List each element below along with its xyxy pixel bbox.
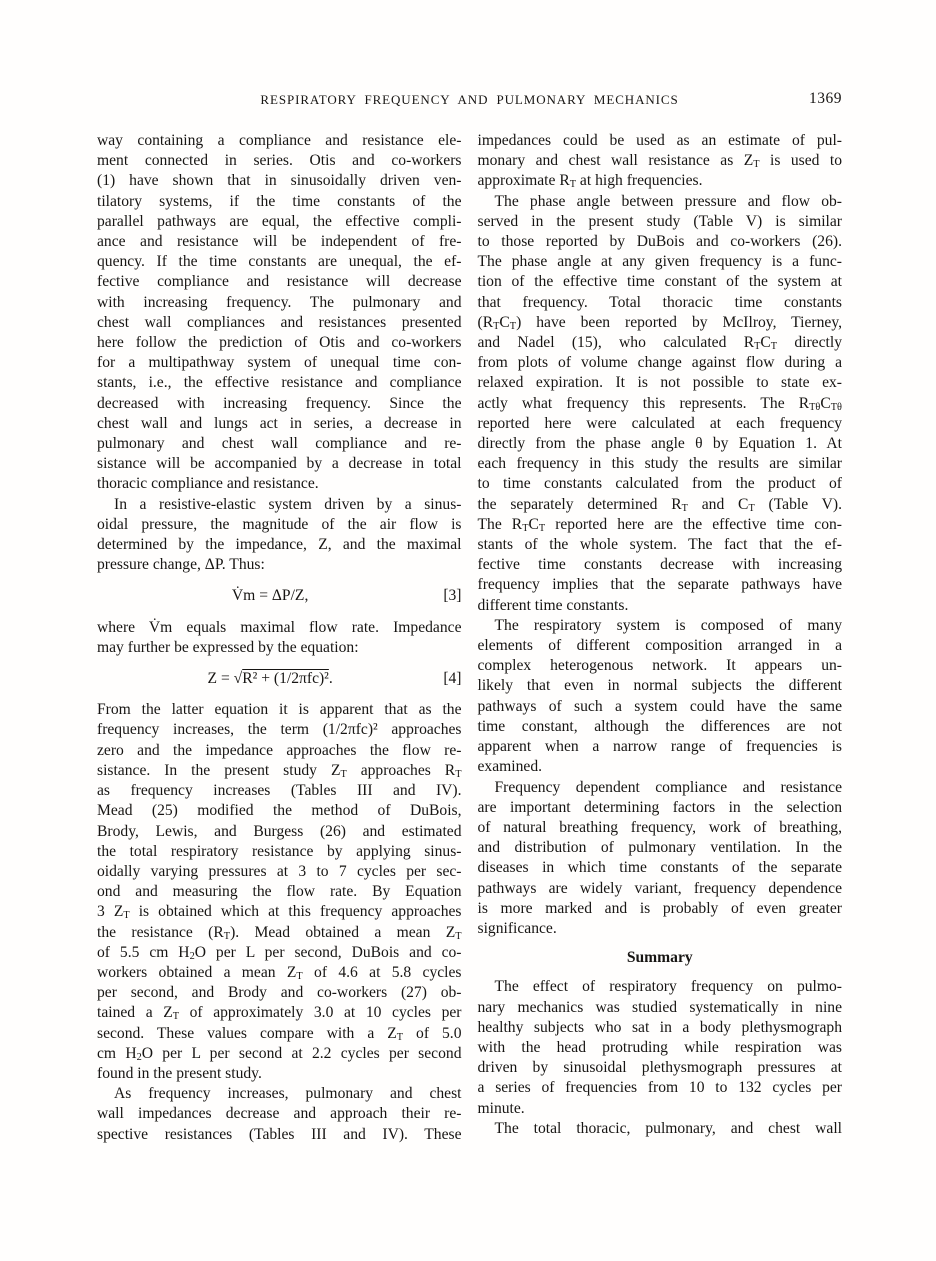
text-line: pathways of such a system could have the same xyxy=(477,697,842,715)
text-line: relaxed expiration. It is not possible to state ex- xyxy=(477,374,842,392)
text-line: pressure change, ΔP. Thus: xyxy=(97,556,265,574)
text-line: examined. xyxy=(477,758,543,776)
subscript: 2 xyxy=(136,1051,142,1063)
text-line: directly from the phase angle θ by Equation 1. At xyxy=(477,435,842,453)
text-line: where V̇m equals maximal flow rate. Impedance xyxy=(97,618,462,636)
paragraph xyxy=(478,778,843,940)
text-line: frequency implies that the separate pathways have xyxy=(477,576,842,594)
text-line: from plots of volume change against flow during a xyxy=(477,354,842,372)
text-line: thoracic compliance and resistance. xyxy=(97,475,319,493)
text-line: parallel pathways are equal, the effective compli- xyxy=(97,212,462,230)
paragraph xyxy=(478,616,843,778)
text-line: is more marked and is probably of even greater xyxy=(477,899,842,917)
subscript: T xyxy=(172,1011,180,1023)
subscript: Tθ xyxy=(830,401,842,413)
equation xyxy=(97,669,462,689)
right-column xyxy=(478,131,843,1145)
text-line: nary mechanics was studied systematically in nine xyxy=(477,998,842,1016)
overline-radicand: R² + (1/2πfc)² xyxy=(242,670,329,688)
text-line: The total thoracic, pulmonary, and chest wall xyxy=(494,1119,842,1137)
text-line: different time constants. xyxy=(477,596,629,614)
text-line: actly what frequency this represents. The $R_{T\theta}C_{T\theta}$ xyxy=(477,394,842,413)
text-line: From the latter equation it is apparent that as the xyxy=(97,701,462,719)
running-title: RESPIRATORY FREQUENCY AND PULMONARY MECHANICS xyxy=(260,92,679,107)
text-line: chest wall and lungs act in series, a decrease in xyxy=(97,414,462,432)
paragraph xyxy=(97,1084,462,1145)
text-line: oidal pressure, the magnitude of the air flow is xyxy=(97,515,462,533)
text-line: apparent when a narrow range of frequencies is xyxy=(477,738,842,756)
text-line: are important determining factors in the selection xyxy=(477,798,842,816)
paragraph xyxy=(478,192,843,616)
subscript: T xyxy=(538,522,546,534)
text-line: and distribution of pulmonary ventilation. In the xyxy=(477,839,842,857)
text-line: tilatory systems, if the time constants of the xyxy=(97,192,462,210)
text-line: elements of different composition arranged in a xyxy=(477,637,842,655)
equation-body: Z = √R² + (1/2πfc)². xyxy=(207,670,333,688)
subscript: T xyxy=(455,930,462,942)
text-line: cm $H_2O$ per L per second at 2.2 cycles per second xyxy=(97,1044,462,1063)
text-line: fective time constants decrease with increasing xyxy=(477,556,842,574)
text-line: oidally varying pressures at 3 to 7 cycles per sec- xyxy=(97,862,462,880)
subscript: T xyxy=(522,522,529,534)
text-line: served in the present study (Table V) is similar xyxy=(477,212,842,230)
subscript: T xyxy=(748,502,755,514)
text-line: may further be expressed by the equation: xyxy=(97,638,359,656)
text-line: frequency increases, the term (1/2πfc)² approaches xyxy=(97,721,462,739)
text-line: second. These values compare with a $Z_T$ of 5.0 xyxy=(97,1024,462,1043)
text-line: impedances could be used as an estimate of pul- xyxy=(477,132,842,149)
text-line: per second, and Brody and co-workers (27) ob- xyxy=(97,984,462,1002)
text-line: way containing a compliance and resistance ele- xyxy=(97,132,462,149)
text-line: the total respiratory resistance by applying sinus- xyxy=(97,842,462,860)
subscript: T xyxy=(753,159,760,171)
text-line: workers obtained a mean $Z_T$ of 4.6 at 5.8 cycles xyxy=(97,963,462,982)
text-line: stants, i.e., the effective resistance and compliance xyxy=(97,374,462,392)
text-line: 3 $Z_T$ is obtained which at this frequency approaches xyxy=(97,903,462,922)
subscript: T xyxy=(493,320,500,332)
text-line: here follow the prediction of Otis and co-workers xyxy=(97,334,462,352)
subscript: Tθ xyxy=(809,401,821,413)
subscript: T xyxy=(340,768,347,780)
running-header xyxy=(97,92,842,110)
text-line: diseases in which time constants of the separate xyxy=(477,859,842,877)
text-line: time constant, although the differences are not xyxy=(477,717,842,735)
equation xyxy=(97,586,462,606)
paragraph xyxy=(97,618,462,658)
paragraph xyxy=(97,495,462,576)
subscript: T xyxy=(455,768,462,780)
paragraph xyxy=(97,131,462,495)
text-line: pulmonary and chest wall compliance and re- xyxy=(97,435,462,453)
subscript: T xyxy=(509,320,517,332)
text-line: The phase angle at any given frequency is a func- xyxy=(477,253,842,271)
text-line: The $R_TC_T$ reported here are the effective time con- xyxy=(477,515,842,534)
text-line: the separately determined $R_T$ and $C_T$ (Table V). xyxy=(477,495,842,514)
subscript: T xyxy=(754,340,761,352)
text-line: Brody, Lewis, and Burgess (26) and estimated xyxy=(97,822,462,840)
text-line: In a resistive-elastic system driven by a sinus- xyxy=(114,495,462,513)
text-line: of natural breathing frequency, work of breathing, xyxy=(477,818,842,836)
paragraph xyxy=(478,131,843,192)
text-line: the resistance $(R_T)$. Mead obtained a mean $Z_T$ xyxy=(97,923,462,942)
text-line: minute. xyxy=(477,1099,525,1117)
subscript: T xyxy=(396,1031,404,1043)
subscript: 2 xyxy=(189,950,195,962)
equation-number: [3] xyxy=(443,587,462,605)
text-line: likely that even in normal subjects the different xyxy=(477,677,842,695)
subscript: T xyxy=(770,340,778,352)
subscript: T xyxy=(569,179,577,191)
text-line: The phase angle between pressure and flow ob- xyxy=(494,192,842,210)
text-line: pathways are widely variant, frequency dependence xyxy=(477,879,842,897)
text-line: As frequency increases, pulmonary and chest xyxy=(114,1085,462,1103)
text-line: $(R_TC_T)$ have been reported by McIlroy, Tierney, xyxy=(477,313,842,332)
text-line: to time constants calculated from the product of xyxy=(477,475,842,493)
text-line: and Nadel (15), who calculated $R_TC_T$ directly xyxy=(477,334,842,352)
text-line: quency. If the time constants are unequal, the ef- xyxy=(97,253,462,271)
text-line: monary and chest wall resistance as $Z_T$ is used to xyxy=(477,152,843,171)
text-line: approximate $R_T$ at high frequencies. xyxy=(477,172,703,191)
text-line: chest wall compliances and resistances presented xyxy=(97,313,462,331)
text-line: healthy subjects who sat in a body plethysmograph xyxy=(477,1018,842,1036)
paragraph xyxy=(478,1119,843,1139)
text-line: complex heterogenous network. It appears un- xyxy=(477,657,842,675)
text-line: sistance. In the present study $Z_T$ approaches $R_T$ xyxy=(97,761,462,780)
equation-number: [4] xyxy=(443,670,462,688)
text-line: Frequency dependent compliance and resistance xyxy=(494,778,842,796)
text-line: of 5.5 cm $H_2O$ per L per second, DuBois and co- xyxy=(97,943,462,962)
page-number: 1369 xyxy=(809,90,842,107)
text-line: sistance will be accompanied by a decrease in total xyxy=(97,455,462,473)
text-line: determined by the impedance, Z, and the maximal xyxy=(97,536,462,554)
text-line: stants of the whole system. The fact that the ef- xyxy=(477,536,842,554)
text-line: ance and resistance will be independent of fre- xyxy=(97,233,462,251)
text-line: driven by sinusoidal plethysmograph pressures at xyxy=(477,1059,842,1077)
paragraph xyxy=(97,700,462,1084)
text-line: that frequency. Total thoracic time constants xyxy=(477,293,842,311)
text-line: with increasing frequency. The pulmonary and xyxy=(97,293,462,311)
text-line: as frequency increases (Tables III and IV). xyxy=(97,782,462,800)
text-line: fective compliance and resistance will decrease xyxy=(97,273,462,291)
two-column-body xyxy=(97,131,842,1145)
paragraph xyxy=(478,977,843,1118)
text-line: for a multipathway system of unequal time con- xyxy=(97,354,462,372)
section-heading-summary: Summary xyxy=(626,949,693,967)
text-line: with the head protruding while respiration was xyxy=(477,1038,842,1056)
text-line: ment connected in series. Otis and co-workers xyxy=(97,152,462,170)
text-line: The effect of respiratory frequency on pulmo- xyxy=(494,978,842,996)
text-line: The respiratory system is composed of many xyxy=(494,616,842,634)
text-line: Mead (25) modified the method of DuBois, xyxy=(97,802,462,820)
text-line: ond and measuring the flow rate. By Equation xyxy=(97,883,462,901)
subscript: T xyxy=(223,930,231,942)
text-line: to those reported by DuBois and co-workers (26). xyxy=(477,233,842,251)
text-line: tion of the effective time constant of the system at xyxy=(477,273,842,291)
left-column xyxy=(97,131,462,1145)
text-line: found in the present study. xyxy=(97,1064,262,1082)
text-line: wall impedances decrease and approach their re- xyxy=(97,1105,462,1123)
text-line: each frequency in this study the results are similar xyxy=(477,455,842,473)
text-line: (1) have shown that in sinusoidally driven ven- xyxy=(97,172,462,190)
text-line: spective resistances (Tables III and IV). These xyxy=(97,1125,462,1143)
text-line: a series of frequencies from 10 to 132 cycles per xyxy=(477,1079,842,1097)
subscript: T xyxy=(681,502,688,514)
text-line: zero and the impedance approaches the flow re- xyxy=(97,741,462,759)
text-line: significance. xyxy=(477,919,557,937)
equation-body: V̇m = ΔP/Z, xyxy=(231,587,309,605)
text-line: reported here were calculated at each frequency xyxy=(477,414,842,432)
text-line: tained a $Z_T$ of approximately 3.0 at 10 cycles per xyxy=(97,1004,462,1023)
subscript: T xyxy=(123,910,130,922)
subscript: T xyxy=(296,970,303,982)
text-line: decreased with increasing frequency. Since the xyxy=(97,394,462,412)
